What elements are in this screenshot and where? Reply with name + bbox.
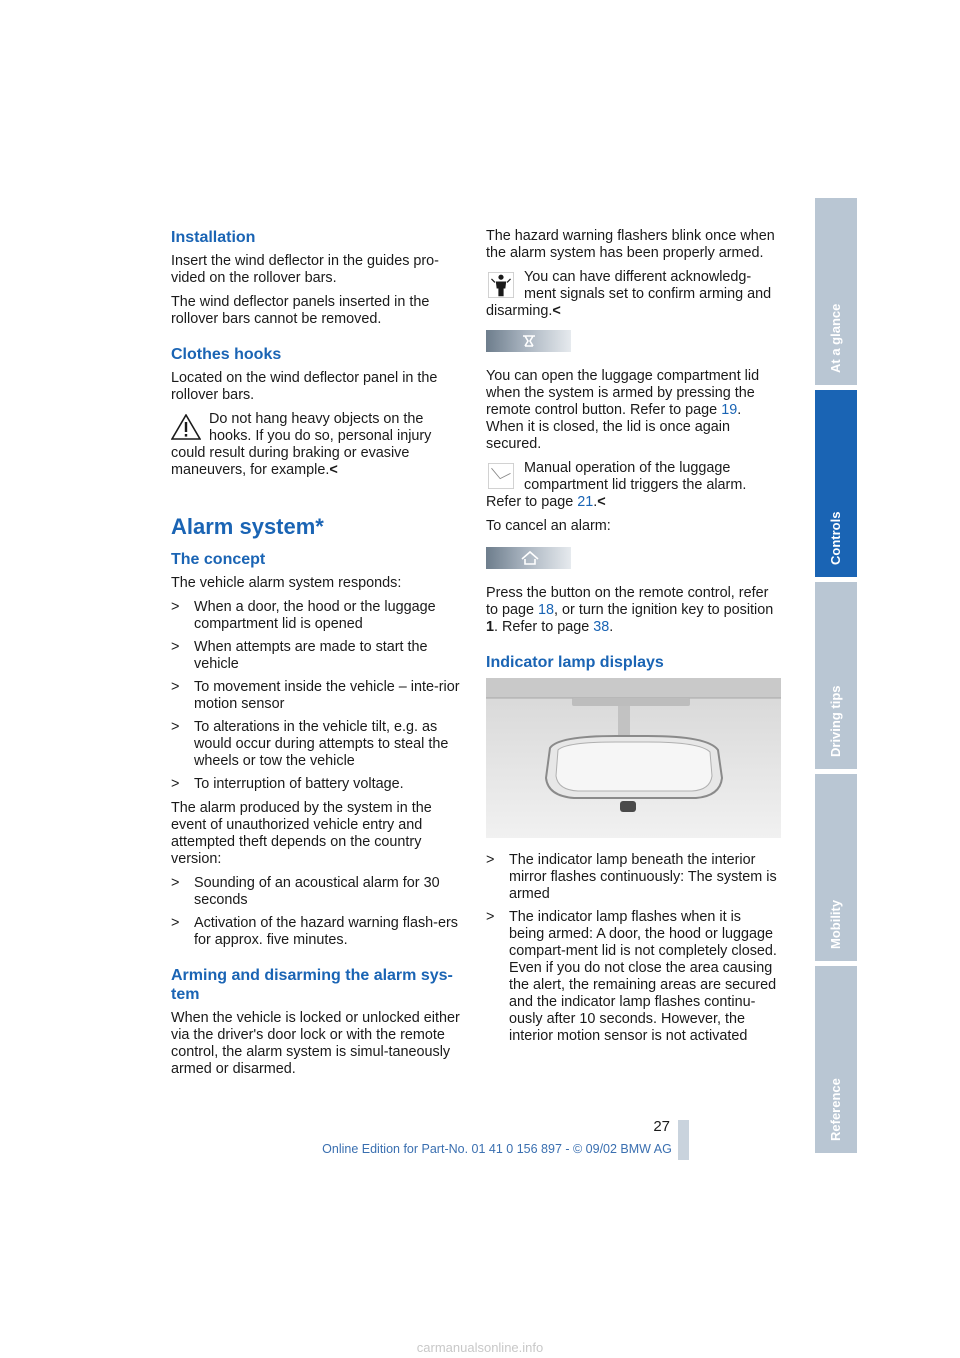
installation-p1: Insert the wind deflector in the guides pro-vided on the rollover bars. bbox=[171, 253, 439, 286]
alarm-system-title: Alarm system* bbox=[171, 514, 324, 539]
tab-controls[interactable]: Controls bbox=[815, 390, 857, 577]
right-p2: You can open the luggage compartment lid when the system is armed by pressing the remote control button. Refer to page 19. When it is closed, the lid is once again secured. bbox=[486, 368, 760, 452]
lock-button-icon bbox=[521, 550, 539, 566]
concept-list bbox=[171, 599, 464, 793]
end-mark: < bbox=[329, 462, 338, 478]
arming-heading: Arming and disarming the alarm sys-tem bbox=[171, 967, 453, 1003]
tab-at-a-glance[interactable]: At a glance bbox=[815, 198, 857, 385]
trunk-button-icon bbox=[486, 463, 516, 489]
footer-text: Online Edition for Part-No. 01 41 0 156 897 - © 09/02 BMW AG bbox=[322, 1142, 672, 1156]
clothes-hooks-p1: Located on the wind deflector panel in the rollover bars. bbox=[171, 370, 438, 403]
page-link-38[interactable]: 38 bbox=[593, 619, 610, 635]
page-number: 27 bbox=[653, 1118, 670, 1135]
section-tabs bbox=[815, 198, 857, 1158]
list-item: > To alterations in the vehicle tilt, e.g. as would occur during attempts to steal the wheels or tow the vehicle bbox=[171, 719, 449, 769]
warning-triangle-icon bbox=[171, 414, 201, 440]
page-link-18[interactable]: 18 bbox=[538, 602, 555, 618]
list-item: > The indicator lamp flashes when it is being armed: A door, the hood or luggage compart-ment lid is not completely closed. Even if you do not close the area causing the alert, the remaining areas are secured and the indicator lamp flashes continu-ously after 10 seconds. However, the interior motion sensor is not activated bbox=[486, 909, 777, 1044]
lock-button-image bbox=[486, 547, 571, 569]
list-item: > Activation of the hazard warning flash-ers for approx. five minutes. bbox=[171, 915, 458, 948]
tab-driving-tips[interactable]: Driving tips bbox=[815, 582, 857, 769]
trunk-button-image bbox=[486, 330, 571, 352]
right-p4: Press the button on the remote control, refer to page 18, or turn the ignition key to position 1. Refer to page 38. bbox=[486, 585, 774, 635]
signal-note bbox=[486, 269, 779, 320]
right-p1: The hazard warning flashers blink once when the alarm system has been properly armed. bbox=[486, 228, 775, 261]
watermark: carmanualsonline.info bbox=[416, 1340, 544, 1355]
list-item: > To interruption of battery voltage. bbox=[171, 776, 404, 792]
list-item: > Sounding of an acoustical alarm for 30 seconds bbox=[171, 875, 440, 908]
list-item: > To movement inside the vehicle – inte-rior motion sensor bbox=[171, 679, 460, 712]
page-link-19[interactable]: 19 bbox=[721, 402, 738, 418]
warning-note bbox=[171, 411, 464, 479]
concept-p2: The alarm produced by the system in the event of unauthorized vehicle entry and attempted theft depends on the country version: bbox=[171, 800, 432, 867]
luggage-note: Manual operation of the luggage compartment lid triggers the alarm. Refer to page 21.< bbox=[486, 460, 747, 510]
page-link-21[interactable]: 21 bbox=[577, 494, 594, 510]
right-p3: To cancel an alarm: bbox=[486, 518, 611, 534]
luggage-lid-icon bbox=[521, 333, 537, 349]
concept-heading: The concept bbox=[171, 551, 266, 568]
signal-note-text: You can have different acknowledg-ment signals set to confirm arming and disarming. bbox=[486, 269, 772, 319]
installation-heading: Installation bbox=[171, 229, 256, 246]
interior-mirror-image bbox=[486, 678, 781, 838]
indicator-heading: Indicator lamp displays bbox=[486, 654, 664, 671]
arming-p1: When the vehicle is locked or unlocked either via the driver's door lock or with the remote control, the alarm system is simul-taneously armed or disarmed. bbox=[171, 1010, 460, 1077]
clothes-hooks-heading: Clothes hooks bbox=[171, 346, 282, 363]
list-item: > The indicator lamp beneath the interior mirror flashes continuously: The system is armed bbox=[486, 852, 777, 902]
alarm-list bbox=[171, 875, 464, 949]
warning-text: Do not hang heavy objects on the hooks. If you do so, personal injury could result during braking or evasive maneuvers, for example. bbox=[171, 411, 432, 478]
indicator-list bbox=[486, 852, 779, 1045]
installation-p2: The wind deflector panels inserted in the rollover bars cannot be removed. bbox=[171, 294, 430, 327]
concept-intro: The vehicle alarm system responds: bbox=[171, 575, 402, 591]
right-column bbox=[486, 228, 779, 1052]
end-mark: < bbox=[597, 494, 606, 510]
end-mark: < bbox=[552, 303, 561, 319]
left-column bbox=[171, 228, 464, 1085]
tab-mobility[interactable]: Mobility bbox=[815, 774, 857, 961]
list-item: > When a door, the hood or the luggage compartment lid is opened bbox=[171, 599, 436, 632]
tab-reference[interactable]: Reference bbox=[815, 966, 857, 1153]
list-item: > When attempts are made to start the vehicle bbox=[171, 639, 428, 672]
person-signal-icon bbox=[486, 272, 516, 298]
